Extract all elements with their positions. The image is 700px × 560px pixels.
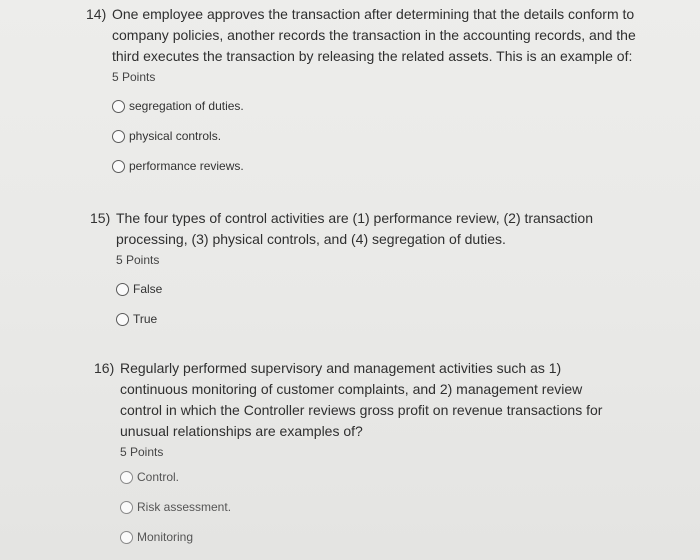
question-15 (90, 208, 610, 334)
question-16 (94, 358, 634, 552)
option-label: physical controls. (129, 129, 222, 143)
question-number: 15) (90, 210, 111, 226)
radio-button[interactable] (116, 313, 129, 326)
option-true[interactable] (116, 304, 610, 334)
radio-button[interactable] (112, 130, 125, 143)
option-label: performance reviews. (129, 159, 244, 173)
option-label: segregation of duties. (129, 99, 244, 113)
question-text: Regularly performed supervisory and management activities such as 1) continuous monitoring of customer complaints, and 2) management review control in which the Controller reviews gross profit on revenue transactions for unusual relationships are examples of? (120, 360, 603, 439)
question-points: 5 Points (112, 70, 156, 84)
answer-options (116, 274, 610, 334)
option-monitoring[interactable] (120, 522, 634, 552)
option-risk-assessment[interactable] (120, 492, 634, 522)
radio-button[interactable] (120, 471, 133, 484)
option-label: Monitoring (137, 530, 194, 544)
option-control[interactable] (120, 462, 634, 492)
question-points: 5 Points (116, 253, 160, 267)
option-false[interactable] (116, 274, 610, 304)
question-points: 5 Points (120, 445, 164, 459)
option-label: False (133, 282, 163, 296)
question-14 (86, 4, 646, 181)
option-segregation-of-duties[interactable] (112, 91, 646, 121)
radio-button[interactable] (120, 501, 133, 514)
option-physical-controls[interactable] (112, 121, 646, 151)
question-number: 14) (86, 6, 107, 22)
answer-options (112, 91, 646, 181)
radio-button[interactable] (120, 531, 133, 544)
option-performance-reviews[interactable] (112, 151, 646, 181)
option-label: Risk assessment. (137, 500, 232, 514)
question-text: One employee approves the transaction after determining that the details conform to company policies, another records the transaction in the accounting records, and the third executes the transaction by releasing the related assets. This is an example of: (112, 6, 636, 64)
radio-button[interactable] (112, 160, 125, 173)
radio-button[interactable] (116, 283, 129, 296)
radio-button[interactable] (112, 100, 125, 113)
question-number: 16) (94, 360, 115, 376)
option-label: Control. (137, 470, 180, 484)
answer-options (120, 462, 634, 552)
question-text: The four types of control activities are (1) performance review, (2) transaction processing, (3) physical controls, and (4) segregation of duties. (116, 210, 593, 247)
option-label: True (133, 312, 158, 326)
